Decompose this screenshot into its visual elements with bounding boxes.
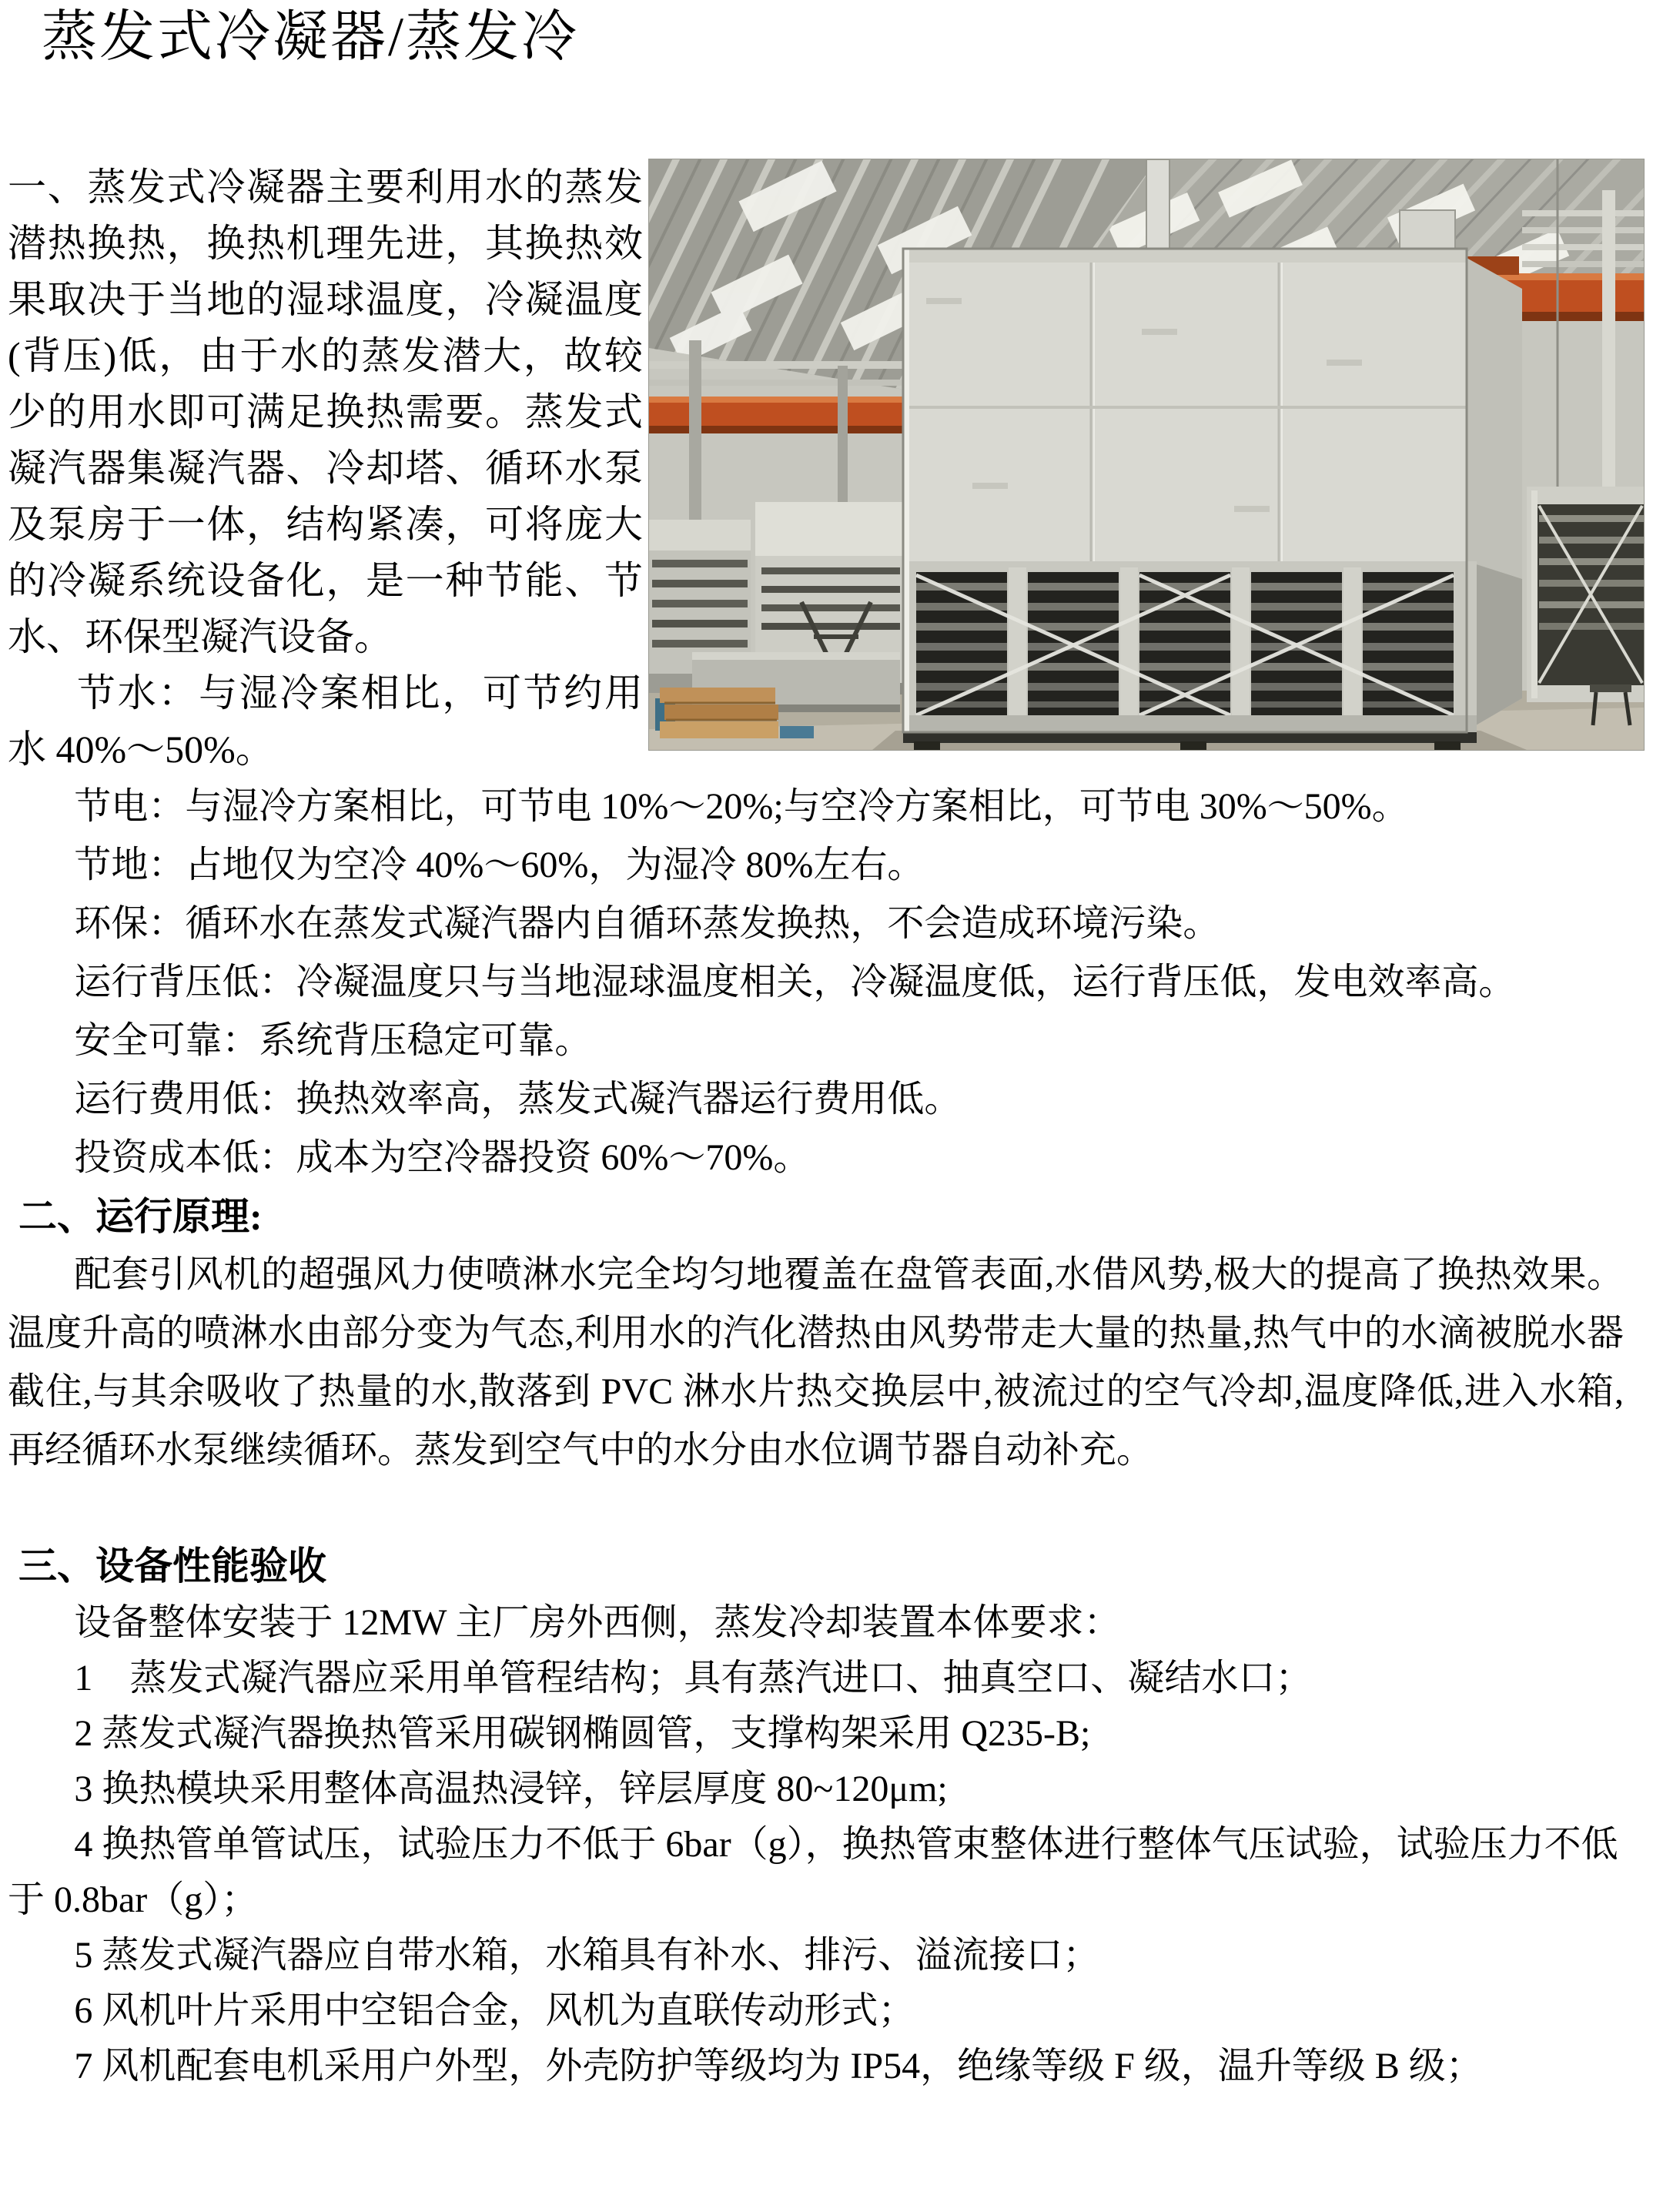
section3-intro: 设备整体安装于 12MW 主厂房外西侧，蒸发冷却装置本体要求： (74, 1601, 1121, 1643)
upper-panel-box (903, 263, 1467, 561)
feature-land-saving: 节地：占地仅为空冷 40%～60%，为湿冷 80%左右。 (74, 844, 925, 885)
acceptance-item-2: 2 蒸发式凝汽器换热管采用碳钢椭圆管，支撑构架采用 Q235-B; (74, 1712, 1091, 1754)
equipment-photo (649, 159, 1644, 750)
main-condenser-unit (903, 159, 1522, 750)
section3-heading: 三、设备性能验收 (18, 1544, 326, 1588)
feature-low-back-pressure: 运行背压低：冷凝温度只与当地湿球温度相关，冷凝温度低，运行背压低，发电效率高。 (74, 961, 1516, 1002)
feature-low-operating-cost: 运行费用低：换热效率高，蒸发式凝汽器运行费用低。 (74, 1078, 962, 1119)
acceptance-item-5: 5 蒸发式凝汽器应自带水箱，水箱具有补水、排污、溢流接口； (74, 1934, 1100, 1976)
page-title: 蒸发式冷凝器/蒸发冷 (42, 6, 580, 68)
section2-paragraph: 配套引风机的超强风力使喷淋水完全均匀地覆盖在盘管表面,水借风势,极大的提高了换热效果。温度升高的喷淋水由部分变为气态,利用水的汽化潜热由风势带走大量的热量,热气中的水滴被脱水器截住,与其余吸收了热量的水,散落到 PVC 淋水片热交换层中,被流过的空气冷却,温度降低,进入水箱,再经循环水泵继续循环。蒸发到空气中的水分由水位调节器自动补充。 (8, 1253, 1624, 1471)
feature-power-saving: 节电：与湿冷方案相比，可节电 10%～20%;与空冷方案相比，可节电 30%～50%。 (74, 785, 1409, 827)
feature-reliability: 安全可靠：系统背压稳定可靠。 (74, 1019, 592, 1061)
acceptance-item-7: 7 风机配套电机采用户外型，外壳防护等级均为 IP54，绝缘等级 F 级，温升等级 B 级； (74, 2045, 1483, 2087)
background-unit-right (1527, 487, 1644, 725)
section3 (8, 1537, 1624, 2094)
factory-scene-illustration (649, 159, 1644, 750)
intro-paragraph: 一、蒸发式冷凝器主要利用水的蒸发潜热换热，换热机理先进，其换热效果取决于当地的湿球温度，冷凝温度(背压)低，由于水的蒸发潜大，故较少的用水即可满足换热需要。蒸发式凝汽器集凝汽器、冷却塔、循环水泵及泵房于一体，结构紧凑，可将庞大的冷凝系统设备化，是一种节能、节水、环保型凝汽设备。 (8, 165, 643, 658)
section2-heading: 二、运行原理: (18, 1194, 263, 1238)
document-body (8, 159, 1624, 2094)
feature-water-saving: 节水：与湿冷案相比，可节约用水 40%～50%。 (8, 671, 643, 771)
acceptance-item-1: 1 蒸发式凝汽器应采用单管程结构；具有蒸汽进口、抽真空口、凝结水口； (74, 1657, 1313, 1698)
feature-environment: 环保：循环水在蒸发式凝汽器内自循环蒸发换热，不会造成环境污染。 (74, 902, 1220, 944)
feature-low-investment: 投资成本低：成本为空冷器投资 60%～70%。 (74, 1136, 811, 1178)
exhaust-pipe (1146, 159, 1169, 256)
background-unit-left (649, 502, 906, 712)
acceptance-item-4: 4 换热管单管试压，试验压力不低于 6bar（g），换热管束整体进行整体气压试验，试验压力不低于 0.8bar（g）； (8, 1823, 1618, 1920)
acceptance-item-6: 6 风机叶片采用中空铝合金，风机为直联传动形式； (74, 1989, 915, 2031)
acceptance-item-3: 3 换热模块采用整体高温热浸锌，锌层厚度 80~120μm; (74, 1768, 948, 1809)
